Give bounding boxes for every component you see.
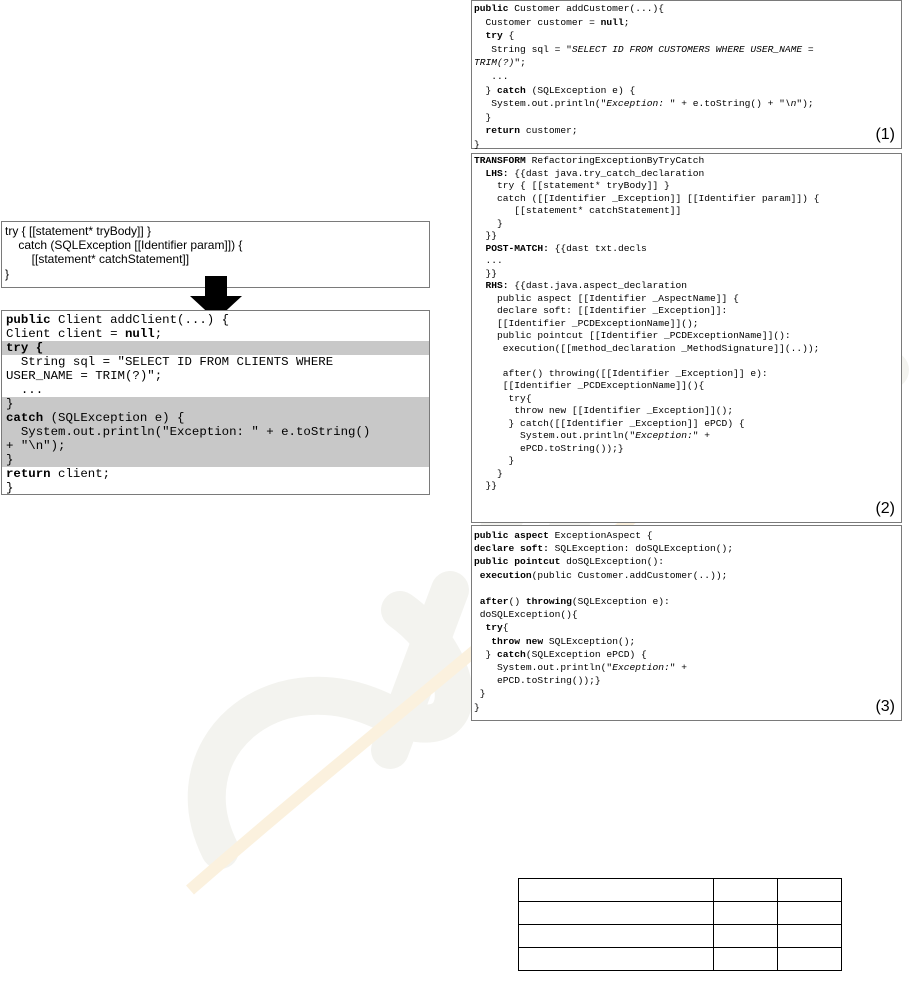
- code-line: ...: [6, 383, 44, 397]
- code-line: try {: [485, 30, 515, 42]
- code-line: [[statement* catchStatement]]: [474, 205, 682, 216]
- code-line: try{: [485, 622, 509, 634]
- code-line: POST-MATCH: {{dast txt.decls: [485, 242, 647, 254]
- code-line: try { [[statement* tryBody]] }: [474, 180, 670, 191]
- table-row: [519, 948, 842, 971]
- keyword: return: [6, 467, 51, 481]
- code-box-3: [471, 525, 902, 721]
- table-cell: [714, 879, 778, 902]
- code-box-1: [471, 0, 902, 149]
- code-line: return customer;: [485, 125, 578, 137]
- code-block: [474, 2, 814, 152]
- table-cell: [714, 948, 778, 971]
- code-line: }}: [474, 267, 498, 279]
- code-line: RHS: {{dast.java.aspect_declaration: [485, 280, 688, 291]
- code-line: }: [474, 701, 480, 713]
- code-line: return client;: [6, 467, 111, 481]
- table-cell: [778, 879, 842, 902]
- table-cell: [519, 948, 714, 971]
- figure-number: (1): [875, 126, 895, 143]
- code-line: }: [474, 467, 503, 479]
- code-line: }: [474, 455, 515, 466]
- pattern-line: }: [5, 267, 10, 281]
- pattern-line: catch (SQLException [[Identifier param]]) {: [5, 238, 243, 252]
- code-line: }: [474, 688, 486, 700]
- code-line: after() throwing(SQLException e):: [479, 596, 670, 608]
- table-row: [519, 879, 842, 902]
- code-line: }: [2, 397, 429, 411]
- code-line: Customer customer = null;: [474, 16, 630, 28]
- code-line: }}: [474, 480, 498, 491]
- code-line: execution(public Customer.addCustomer(..));: [479, 569, 728, 581]
- table-row: [519, 902, 842, 925]
- code-line: } catch (SQLException e) {: [474, 84, 636, 96]
- table-cell: [519, 925, 714, 948]
- code-line: public pointcut [[Identifier _PCDExceptionName]]():: [474, 330, 791, 341]
- code-line: catch ([[Identifier _Exception]] [[Identifier param]]) {: [474, 192, 820, 204]
- keyword: public: [6, 313, 51, 327]
- keyword: catch: [6, 411, 44, 425]
- code-line: throw new SQLException();: [491, 635, 636, 647]
- code-line: }: [474, 138, 480, 150]
- code-line: }: [474, 217, 503, 229]
- code-line: System.out.println("Exception:" +: [474, 662, 688, 674]
- code-line: }: [474, 111, 492, 123]
- code-line: [474, 355, 819, 368]
- client-code-box: [1, 310, 430, 495]
- code-line: System.out.println("Exception:" +: [474, 430, 711, 441]
- table-cell: [778, 948, 842, 971]
- code-line: catch (SQLException e) {: [2, 411, 429, 425]
- code-line: [[Identifier _PCDExceptionName]]();: [474, 317, 699, 329]
- code-line: System.out.println("Exception: " + e.toString() + "\n");: [474, 98, 814, 110]
- code-line: try{: [474, 392, 532, 404]
- code-line: [[Identifier _PCDExceptionName]](){: [474, 380, 705, 391]
- figure-number: (3): [875, 698, 895, 715]
- code-line: TRANSFORM RefactoringExceptionByTryCatch: [474, 155, 705, 166]
- code-line: public aspect ExceptionAspect {: [474, 530, 653, 541]
- keyword: try {: [6, 341, 44, 355]
- code-line: USER_NAME = TRIM(?)";: [6, 369, 163, 383]
- code-line: System.out.println("Exception: " + e.toString(): [2, 425, 429, 439]
- code-line: declare soft: SQLException: doSQLException();: [474, 543, 734, 555]
- code-line: String sql = "SELECT ID FROM CLIENTS WHERE: [6, 355, 334, 369]
- table-cell: [778, 925, 842, 948]
- pattern-line: try { [[statement* tryBody]] }: [5, 224, 152, 238]
- code-line: ePCD.toString());}: [474, 675, 601, 687]
- code-line: + "\n");: [2, 439, 429, 453]
- table-cell: [519, 879, 714, 902]
- keyword: null: [124, 327, 155, 341]
- table-cell: [714, 925, 778, 948]
- table-cell: [778, 902, 842, 925]
- code-line: TRIM(?)";: [474, 57, 526, 69]
- figure-number: (2): [875, 500, 895, 517]
- code-block: [474, 155, 819, 493]
- code-line: [474, 582, 733, 595]
- code-line: ePCD.toString());}: [474, 442, 624, 454]
- code-line: LHS: {{dast java.try_catch_declaration: [485, 167, 705, 179]
- table-row: [519, 925, 842, 948]
- code-line: ...: [474, 70, 509, 82]
- code-line: }: [6, 481, 14, 495]
- code-line: public pointcut doSQLException():: [474, 556, 664, 568]
- results-table: [518, 878, 842, 971]
- code-line: execution([[method_declaration _MethodSignature]](..));: [474, 342, 820, 354]
- code-line: }: [2, 453, 429, 467]
- code-line: [2, 341, 429, 355]
- pattern-line: [[statement* catchStatement]]: [5, 252, 190, 266]
- code-line: } catch([[Identifier _Exception]] ePCD) {: [474, 417, 745, 429]
- code-line: public aspect [[Identifier _AspectName]] {: [474, 292, 739, 304]
- code-box-2: [471, 153, 902, 523]
- code-line: public Client addClient(...) {: [6, 313, 230, 327]
- code-line: ...: [474, 255, 503, 266]
- code-block: [474, 529, 733, 714]
- table-cell: [519, 902, 714, 925]
- table-cell: [714, 902, 778, 925]
- code-line: declare soft: [[Identifier _Exception]]:: [474, 305, 728, 316]
- code-line: String sql = "SELECT ID FROM CUSTOMERS WHERE USER_NAME =: [474, 43, 814, 55]
- code-line: doSQLException(){: [474, 609, 578, 621]
- code-line: after() throwing([[Identifier _Exception]] e):: [474, 367, 768, 379]
- code-line: Client client = null;: [6, 327, 163, 341]
- code-line: public Customer addCustomer(...){: [474, 3, 664, 14]
- code-line: }}: [474, 230, 498, 241]
- code-line: throw new [[Identifier _Exception]]();: [474, 405, 734, 416]
- code-line: } catch(SQLException ePCD) {: [474, 648, 647, 660]
